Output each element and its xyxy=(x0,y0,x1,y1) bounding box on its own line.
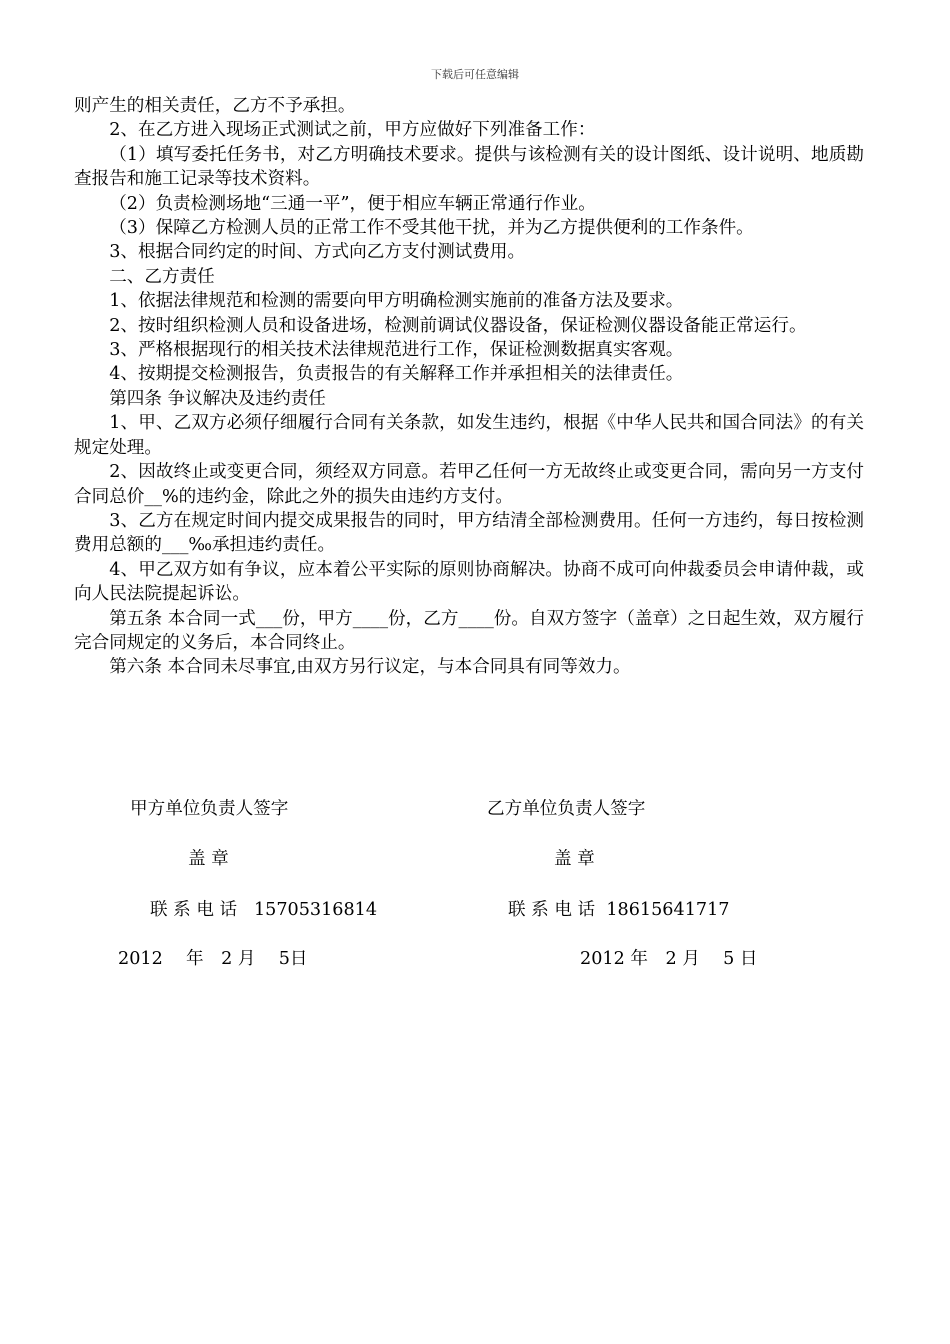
paragraph: 2、因故终止或变更合同，须经双方同意。若甲乙任何一方无故终止或变更合同，需向另一方支付合同总价__%的违约金，除此之外的损失由违约方支付。 xyxy=(74,462,864,507)
paragraph: 4、按期提交检测报告，负责报告的有关解释工作并承担相关的法律责任。 xyxy=(109,364,684,385)
party-b-phone-row xyxy=(508,896,729,921)
party-b-date: 2012 年 2 月 5 日 xyxy=(580,949,758,969)
paragraph: 第六条 本合同未尽事宜,由双方另行议定，与本合同具有同等效力。 xyxy=(109,657,631,678)
paragraph: 3、根据合同约定的时间、方式向乙方支付测试费用。 xyxy=(109,242,526,263)
party-a-date: 2012 年 2 月 5日 xyxy=(118,949,308,969)
paragraph: （3）保障乙方检测人员的正常工作不受其他干扰，并为乙方提供便利的工作条件。 xyxy=(109,218,754,239)
party-a-signature-title: 甲方单位负责人签字 xyxy=(130,799,289,819)
party-b-phone: 18615641717 xyxy=(606,900,730,920)
party-b-seal: 盖 章 xyxy=(554,849,595,869)
paragraph: （1）填写委托任务书，对乙方明确技术要求。提供与该检测有关的设计图纸、设计说明、地质勘查报告和施工记录等技术资料。 xyxy=(74,144,864,190)
contract-body xyxy=(74,94,864,680)
paragraph: 第五条 本合同一式___份，甲方____份，乙方____份。自双方签字（盖章）之日起生效，双方履行完合同规定的义务后，本合同终止。 xyxy=(74,608,864,653)
page-header-note: 下载后可任意编辑 xyxy=(431,68,519,81)
party-b-signature-title: 乙方单位负责人签字 xyxy=(487,799,646,819)
party-a-seal: 盖 章 xyxy=(188,849,229,869)
party-a-phone-label: 联 系 电 话 xyxy=(150,900,238,920)
paragraph: 1、依据法律规范和检测的需要向甲方明确检测实施前的准备方法及要求。 xyxy=(109,291,684,312)
paragraph: 1、甲、乙双方必须仔细履行合同有关条款，如发生违约，根据《中华人民共和国合同法》的有关规定处理。 xyxy=(74,413,864,458)
paragraph: 则产生的相关责任，乙方不予承担。 xyxy=(74,96,356,116)
paragraph: 2、按时组织检测人员和设备进场，检测前调试仪器设备，保证检测仪器设备能正常运行。 xyxy=(109,315,807,336)
paragraph: 3、严格根据现行的相关技术法律规范进行工作，保证检测数据真实客观。 xyxy=(109,340,684,361)
paragraph: （2）负责检测场地“三通一平”，便于相应车辆正常通行作业。 xyxy=(109,193,596,214)
party-a-phone-row xyxy=(150,896,377,921)
paragraph: 3、乙方在规定时间内提交成果报告的同时，甲方结清全部检测费用。任何一方违约，每日按检测费用总额的___‰承担违约责任。 xyxy=(74,510,864,556)
section-heading: 二、乙方责任 xyxy=(109,266,215,287)
paragraph: 2、在乙方进入现场正式测试之前，甲方应做好下列准备工作： xyxy=(109,120,596,141)
party-a-phone: 15705316814 xyxy=(253,900,378,920)
article-heading: 第四条 争议解决及违约责任 xyxy=(109,388,326,409)
party-b-phone-label: 联 系 电 话 xyxy=(508,900,596,920)
paragraph: 4、甲乙双方如有争议，应本着公平实际的原则协商解决。协商不成可向仲裁委员会申请仲裁，或向人民法院提起诉讼。 xyxy=(74,559,864,605)
